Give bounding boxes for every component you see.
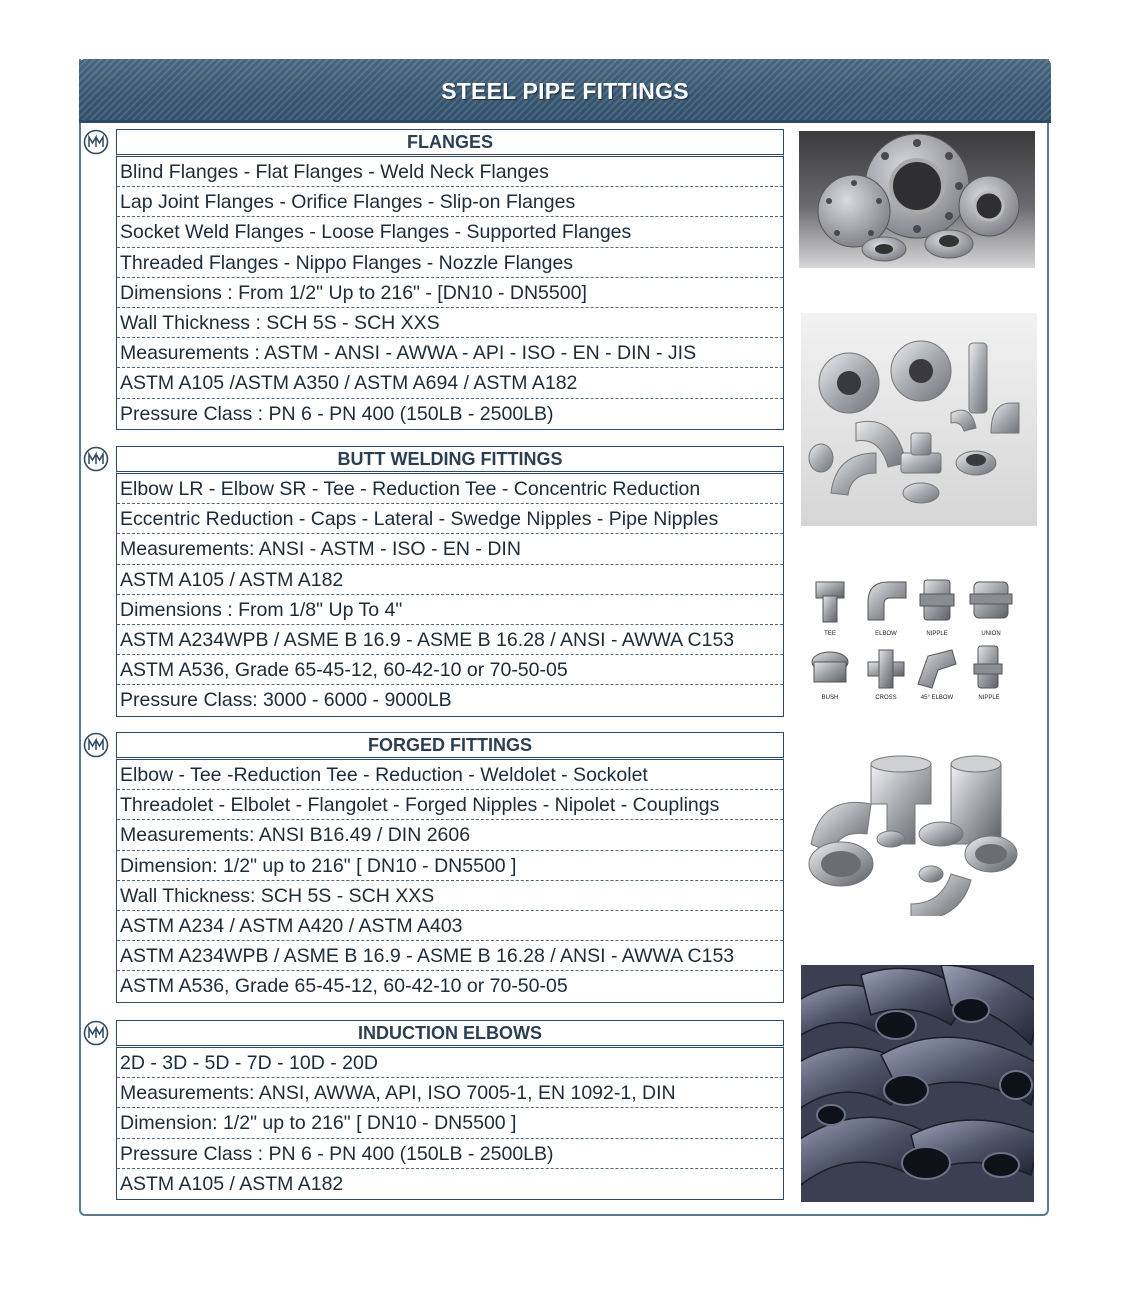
- spec-row: Elbow - Tee -Reduction Tee - Reduction - Weldolet - Sockolet: [117, 760, 783, 790]
- spec-row: Eccentric Reduction - Caps - Lateral - Swedge Nipples - Pipe Nipples: [117, 504, 783, 534]
- company-logo-icon: [83, 129, 109, 155]
- spec-row: ASTM A105 / ASTM A182: [117, 565, 783, 595]
- nipple2-fitting-icon: [974, 646, 1002, 688]
- spec-list: [116, 760, 784, 1003]
- forged-fittings-photo: [801, 744, 1029, 916]
- page-header: [79, 59, 1051, 123]
- spec-row: ASTM A536, Grade 65-45-12, 60-42-10 or 70-50-05: [117, 655, 783, 685]
- fittings-photo: [801, 313, 1037, 526]
- spec-row: Dimensions : From 1/8" Up To 4": [117, 595, 783, 625]
- catalog-label-bush: BUSH: [821, 695, 839, 701]
- page-title: STEEL PIPE FITTINGS: [441, 77, 689, 104]
- spec-row: Wall Thickness : SCH 5S - SCH XXS: [117, 308, 783, 338]
- company-logo-icon: [83, 1020, 109, 1046]
- spec-row: Wall Thickness: SCH 5S - SCH XXS: [117, 881, 783, 911]
- section-induction-elbows: [116, 1020, 784, 1200]
- spec-row: ASTM A105 /ASTM A350 / ASTM A694 / ASTM A182: [117, 368, 783, 398]
- catalog-label-nipple: NIPPLE: [926, 631, 948, 637]
- spec-row: Dimension: 1/2" up to 216" [ DN10 - DN5500 ]: [117, 1108, 783, 1138]
- spec-row: Blind Flanges - Flat Flanges - Weld Neck Flanges: [117, 157, 783, 187]
- section-title: FORGED FITTINGS: [116, 732, 784, 760]
- section-title: INDUCTION ELBOWS: [116, 1020, 784, 1048]
- flanges-photo: [799, 131, 1035, 268]
- catalog-label-elbow: ELBOW: [875, 631, 897, 637]
- spec-row: Pressure Class: 3000 - 6000 - 9000LB: [120, 689, 452, 712]
- nipple-fitting-icon: [920, 580, 954, 620]
- threaded-fittings-catalog: [806, 572, 1026, 704]
- catalog-label-nipple2: NIPPLE: [978, 695, 1000, 701]
- spec-row: Measurements: ANSI, AWWA, API, ISO 7005-1, EN 1092-1, DIN: [117, 1078, 783, 1108]
- spec-row: ASTM A234WPB / ASME B 16.9 - ASME B 16.28 / ANSI - AWWA C153: [117, 941, 783, 971]
- section-forged-fittings: [116, 732, 784, 1003]
- bush-fitting-icon: [812, 652, 848, 682]
- spec-row: Threadolet - Elbolet - Flangolet - Forged Nipples - Nipolet - Couplings: [117, 790, 783, 820]
- spec-row: Pressure Class : PN 6 - PN 400 (150LB - 2500LB): [120, 402, 554, 425]
- spec-row: Dimension: 1/2" up to 216" [ DN10 - DN5500 ]: [117, 851, 783, 881]
- tee-fitting-icon: [816, 582, 844, 622]
- section-title: BUTT WELDING FITTINGS: [116, 446, 784, 474]
- spec-row: Pressure Class : PN 6 - PN 400 (150LB - 2500LB): [117, 1139, 783, 1169]
- spec-row: Socket Weld Flanges - Loose Flanges - Supported Flanges: [117, 217, 783, 247]
- section-butt-welding-fittings: [116, 446, 784, 717]
- catalog-label-elbow45: 45° ELBOW: [920, 695, 954, 701]
- company-logo-icon: [83, 446, 109, 472]
- elbow-fitting-icon: [868, 582, 906, 620]
- spec-row: Dimensions : From 1/2" Up to 216" - [DN10 - DN5500]: [117, 278, 783, 308]
- spec-row: ASTM A234 / ASTM A420 / ASTM A403: [117, 911, 783, 941]
- spec-row: Measurements : ASTM - ANSI - AWWA - API - ISO - EN - DIN - JIS: [117, 338, 783, 368]
- spec-row: Measurements: ANSI - ASTM - ISO - EN - DIN: [117, 534, 783, 564]
- cross-fitting-icon: [868, 650, 904, 688]
- spec-row: ASTM A536, Grade 65-45-12, 60-42-10 or 70-50-05: [120, 975, 568, 998]
- spec-row: Threaded Flanges - Nippo Flanges - Nozzle Flanges: [117, 248, 783, 278]
- spec-row: ASTM A234WPB / ASME B 16.9 - ASME B 16.28 / ANSI - AWWA C153: [117, 625, 783, 655]
- spec-row: Lap Joint Flanges - Orifice Flanges - Slip-on Flanges: [117, 187, 783, 217]
- spec-row: 2D - 3D - 5D - 7D - 10D - 20D: [117, 1048, 783, 1078]
- section-title: FLANGES: [116, 129, 784, 157]
- spec-list: [116, 1048, 784, 1200]
- union-fitting-icon: [970, 582, 1012, 618]
- catalog-label-tee: TEE: [824, 631, 836, 637]
- induction-elbows-photo: [801, 965, 1034, 1202]
- spec-list: [116, 157, 784, 430]
- spec-row: ASTM A105 / ASTM A182: [120, 1172, 344, 1195]
- elbow45-fitting-icon: [918, 650, 956, 688]
- catalog-label-union: UNION: [981, 631, 1001, 637]
- company-logo-icon: [83, 732, 109, 758]
- catalog-label-cross: CROSS: [875, 695, 897, 701]
- section-flanges: [116, 129, 784, 430]
- spec-row: Measurements: ANSI B16.49 / DIN 2606: [117, 820, 783, 850]
- spec-row: Elbow LR - Elbow SR - Tee - Reduction Tee - Concentric Reduction: [117, 474, 783, 504]
- spec-list: [116, 474, 784, 717]
